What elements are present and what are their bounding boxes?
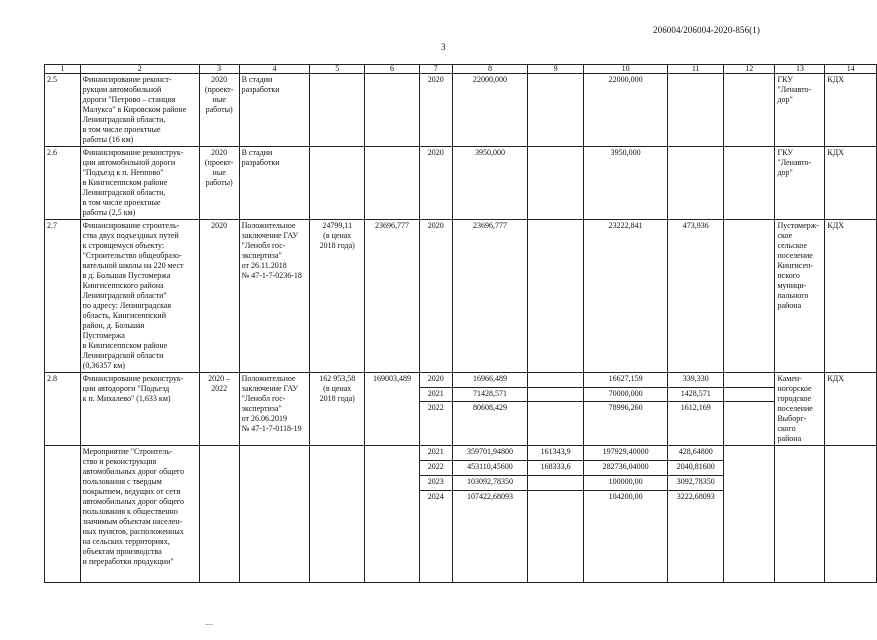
column-number: 7	[419, 65, 452, 74]
row-customer: Камен- ногорское городское поселение Выборг- ского района	[775, 373, 825, 446]
summary-empty	[310, 446, 365, 583]
summary-year: 2022	[419, 461, 452, 476]
row-col11: 473,936	[668, 220, 724, 373]
row-total: 22000,000	[452, 74, 528, 147]
column-number: 8	[452, 65, 528, 74]
row-year: 2020	[419, 220, 452, 373]
summary-col11: 3092,78350	[668, 476, 724, 491]
summary-col9	[528, 491, 584, 583]
column-number: 11	[668, 65, 724, 74]
summary-col11: 2040,81600	[668, 461, 724, 476]
summary-row	[45, 446, 877, 461]
row-col6: 169003,489	[365, 373, 420, 446]
table-row	[45, 74, 877, 147]
row-cost: 162 953,58 (в ценах 2018 года)	[310, 373, 365, 446]
row-customer: Пустомерж- ское сельское поселение Кингисеп- пского муници- пального района	[775, 220, 825, 373]
column-number: 5	[310, 65, 365, 74]
summary-total: 103092,78350	[452, 476, 528, 491]
column-number: 10	[583, 65, 667, 74]
row-col11	[668, 147, 724, 220]
row-cost	[310, 147, 365, 220]
row-col14: КДХ	[825, 147, 877, 220]
column-number: 2	[80, 65, 199, 74]
summary-year: 2021	[419, 446, 452, 461]
row-name: Финансирование реконст- рукции автомобильной дороги "Петрово – станция Малукса" в Кировском районе Ленинградской области, в том числе проектные работы (16 км)	[80, 74, 199, 147]
row-col6	[365, 74, 420, 147]
row-cost	[310, 74, 365, 147]
column-number: 12	[724, 65, 775, 74]
summary-year: 2023	[419, 476, 452, 491]
row-period: 2020 (проект- ные работы)	[199, 147, 239, 220]
row-name: Финансирование реконструк- ции автодороги "Подъезд к п. Михалево" (1,633 км)	[80, 373, 199, 446]
column-number: 6	[365, 65, 420, 74]
summary-total: 453110,45600	[452, 461, 528, 476]
column-number: 4	[239, 65, 310, 74]
row-expertise: Положительное заключение ГАУ "Ленобл гос- экспертиза" от 26.06.2019 № 47-1-7-0118-19	[239, 373, 310, 446]
row-name: Финансирование реконструк- ции автомобильной дороги "Подъезд к п. Неппово" в Кингисеппском районе Ленинградской области, в том числе проектные работы (2,5 км)	[80, 147, 199, 220]
summary-empty	[775, 446, 825, 583]
summary-col9: 161343,9	[528, 446, 584, 461]
row-year: 2020	[419, 373, 452, 388]
column-number: 9	[528, 65, 584, 74]
row-col9	[528, 402, 584, 446]
row-col9	[528, 220, 584, 373]
row-col14: КДХ	[825, 220, 877, 373]
row-id: 2.8	[45, 373, 81, 446]
column-number: 1	[45, 65, 81, 74]
summary-empty	[825, 446, 877, 583]
summary-total: 107422,68093	[452, 491, 528, 583]
summary-col11: 428,64800	[668, 446, 724, 461]
row-id: 2.7	[45, 220, 81, 373]
row-id: 2.6	[45, 147, 81, 220]
row-period: 2020 (проект- ные работы)	[199, 74, 239, 147]
row-total: 71428,571	[452, 387, 528, 402]
summary-name: Мероприятие "Строитель- ство и реконструкция автомобильных дорог общего пользования с твердым покрытием, ведущих от сети автомобильных дорог общего пользования к общественно значимым объектам населен- ных пунктов, расположенных на сельских территориях, объектам производства и переработки продукции"	[80, 446, 199, 583]
row-col10: 23222,841	[583, 220, 667, 373]
summary-empty	[724, 446, 775, 583]
row-col10: 78996,260	[583, 402, 667, 446]
column-number: 3	[199, 65, 239, 74]
document-number: 206004/206004-2020-856(1)	[653, 25, 760, 35]
row-total: 23696,777	[452, 220, 528, 373]
summary-col10: 282736,04000	[583, 461, 667, 476]
row-col12	[724, 74, 775, 147]
row-col10: 70000,000	[583, 387, 667, 402]
row-cost: 24799,11 (в ценах 2018 года)	[310, 220, 365, 373]
summary-year: 2024	[419, 491, 452, 583]
row-col9	[528, 74, 584, 147]
row-col10: 16627,159	[583, 373, 667, 388]
scan-mark	[205, 624, 213, 625]
row-year: 2020	[419, 74, 452, 147]
row-year: 2022	[419, 402, 452, 446]
summary-col9: 168333,6	[528, 461, 584, 476]
row-year: 2021	[419, 387, 452, 402]
row-col10: 3950,000	[583, 147, 667, 220]
row-col11: 1612,169	[668, 402, 724, 446]
program-table	[44, 64, 877, 583]
row-col12	[724, 373, 775, 388]
column-number: 13	[775, 65, 825, 74]
row-total: 80608,429	[452, 402, 528, 446]
row-col12	[724, 220, 775, 373]
row-expertise: В стадии разработки	[239, 74, 310, 147]
row-id: 2.5	[45, 74, 81, 147]
summary-col11: 3222,68093	[668, 491, 724, 583]
row-col12	[724, 402, 775, 446]
column-number: 14	[825, 65, 877, 74]
row-col10: 22000,000	[583, 74, 667, 147]
summary-empty	[365, 446, 420, 583]
row-total: 16966,489	[452, 373, 528, 388]
row-period: 2020	[199, 220, 239, 373]
page-number: 3	[441, 42, 446, 52]
row-col11	[668, 74, 724, 147]
row-col9	[528, 373, 584, 388]
summary-total: 359701,94800	[452, 446, 528, 461]
row-year: 2020	[419, 147, 452, 220]
row-col14: КДХ	[825, 373, 877, 446]
row-col14: КДХ	[825, 74, 877, 147]
row-period: 2020 – 2022	[199, 373, 239, 446]
row-col6	[365, 147, 420, 220]
row-expertise: Положительное заключение ГАУ "Ленобл гос- экспертиза" от 26.11.2018 № 47-1-7-0236-18	[239, 220, 310, 373]
row-expertise: В стадии разработки	[239, 147, 310, 220]
row-name: Финансирование строитель- ства двух подъездных путей к строящемуся объекту: "Строительство общеобразо- вательной школы на 220 мест в д. Большая Пустомержа Кингисеппского района Ленинградской области" по адресу: Ленинградская область, Кингисеппский район, д. Большая Пустомержа в Кингисеппском районе Ленинградской области (0,36357 км)	[80, 220, 199, 373]
row-total: 3950,000	[452, 147, 528, 220]
row-col9	[528, 147, 584, 220]
summary-col9	[528, 476, 584, 491]
table-row	[45, 220, 877, 373]
summary-col10: 104200,00	[583, 491, 667, 583]
summary-col10: 100000,00	[583, 476, 667, 491]
row-col6: 23696,777	[365, 220, 420, 373]
row-col9	[528, 387, 584, 402]
summary-col10: 197929,40000	[583, 446, 667, 461]
summary-empty	[239, 446, 310, 583]
table-row	[45, 147, 877, 220]
table-row	[45, 373, 877, 388]
row-col12	[724, 147, 775, 220]
row-customer: ГКУ "Ленавто- дор"	[775, 147, 825, 220]
row-col11: 339,330	[668, 373, 724, 388]
row-col11: 1428,571	[668, 387, 724, 402]
row-col12	[724, 387, 775, 402]
row-customer: ГКУ "Ленавто- дор"	[775, 74, 825, 147]
column-number-row	[45, 65, 877, 74]
summary-empty	[45, 446, 81, 583]
summary-empty	[199, 446, 239, 583]
